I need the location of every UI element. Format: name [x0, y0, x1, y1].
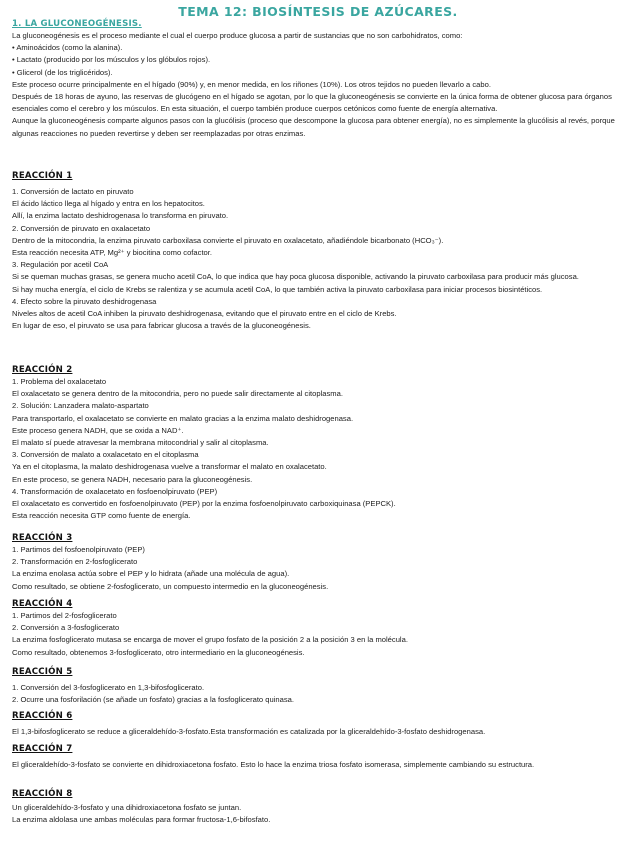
step-text: Si se queman muchas grasas, se genera mucho acetil CoA, lo que indica que hay poca glucosa disponible, activando la piruvato carboxilasa para producir más glucosa. [12, 272, 579, 282]
step-text: Para transportarlo, el oxalacetato se convierte en malato gracias a la enzima malato deshidrogenasa. [12, 413, 354, 423]
reaction-heading: REACCIÓN 8 [12, 789, 73, 799]
step-title: 2. Ocurre una fosforilación (se añade un fosfato) gracias a la fosfoglicerato quinasa. [12, 695, 294, 705]
step-text: Esta reacción necesita ATP, Mg²⁺ y biocitina como cofactor. [12, 248, 212, 258]
section-reaccion-3 [12, 532, 628, 593]
step-text: Un gliceraldehído-3-fosfato y una dihidroxiacetona fosfato se juntan. [12, 803, 242, 812]
step-title: 2. Transformación en 2-fosfoglicerato [12, 557, 138, 567]
step-title: 1. Problema del oxalacetato [12, 377, 107, 386]
step-title: 4. Efecto sobre la piruvato deshidrogenasa [12, 296, 157, 306]
step-text: Este proceso genera NADH, que se oxida a NAD⁺. [12, 425, 184, 435]
paragraph: La gluconeogénesis es el proceso mediante el cual el cuerpo produce glucosa a partir de sustancias que no son carbohidratos, como: [12, 31, 463, 40]
reaction-heading: REACCIÓN 1 [12, 171, 73, 181]
step-title: 2. Solución: Lanzadera malato-aspartato [12, 401, 149, 411]
step-text: El gliceraldehído-3-fosfato se convierte en dihidroxiacetona fosfato. Esto lo hace la enzima triosa fosfato isomerasa, simplemente cambiando su estructura. [12, 760, 535, 769]
step-title: 2. Conversión de piruvato en oxalacetato [12, 223, 151, 233]
list-item: • Glicerol (de los triglicéridos). [12, 67, 628, 79]
step-text: Esta reacción necesita GTP como fuente de energía. [12, 511, 191, 521]
paragraph: Después de 18 horas de ayuno, las reservas de glucógeno en el hígado se agotan, por lo que la gluconeogénesis se convierte en la única forma de obtener glucosa para órganos esenciales como el cerebro y los músculos. En esta situación, el cuerpo también produce cuerpos cetónicos como fuente de energía alternativa. [12, 92, 612, 114]
step-text: El 1,3-bifosfoglicerato se reduce a gliceraldehído-3-fosfato.Esta transformación es catalizada por la gliceraldehído-3-fosfato deshidrogenasa. [12, 727, 486, 736]
paragraph: Este proceso ocurre principalmente en el hígado (90%) y, en menor medida, en los riñones (10%). Los otros tejidos no pueden llevarlo a cabo. [12, 79, 491, 89]
reaction-heading: REACCIÓN 2 [12, 365, 73, 375]
step-title: 4. Transformación de oxalacetato en fosfoenolpiruvato (PEP) [12, 486, 218, 496]
step-text: Como resultado, obtenemos 3-fosfoglicerato, otro intermediario en la gluconeogénesis. [12, 647, 305, 657]
step-title: 1. Partimos del 2-fosfoglicerato [12, 611, 117, 620]
step-title: 3. Regulación por acetil CoA [12, 260, 109, 270]
step-text: La enzima fosfoglicerato mutasa se encarga de mover el grupo fosfato de la posición 2 a la posición 3 en la molécula. [12, 635, 408, 645]
section-heading: 1. LA GLUCONEOGÉNESIS. [12, 19, 142, 29]
step-text: En lugar de eso, el piruvato se usa para fabricar glucosa a través de la gluconeogénesis. [12, 321, 311, 331]
reaction-heading: REACCIÓN 6 [12, 711, 73, 721]
step-text: El malato sí puede atravesar la membrana mitocondrial y salir al citoplasma. [12, 438, 269, 448]
section-reaccion-1 [12, 170, 628, 332]
section-reaccion-2 [12, 364, 628, 522]
step-title: 3. Conversión de malato a oxalacetato en el citoplasma [12, 450, 199, 460]
reaction-heading: REACCIÓN 7 [12, 744, 73, 754]
step-text: La enzima aldolasa une ambas moléculas para formar fructosa-1,6-bifosfato. [12, 815, 271, 825]
step-text: Allí, la enzima lactato deshidrogenasa lo transforma en piruvato. [12, 211, 229, 221]
section-gluconeogenesis [12, 18, 628, 140]
paragraph: Aunque la gluconeogénesis comparte algunos pasos con la glucólisis (proceso que descompone la glucosa para obtener energía), no es simplemente la glucólisis al revés, porque algunas reacciones no pueden revertirse y deben ser reemplazadas por otras enzimas. [12, 116, 615, 138]
list-item: • Aminoácidos (como la alanina). [12, 42, 628, 54]
section-reaccion-8 [12, 788, 628, 826]
step-text: La enzima enolasa actúa sobre el PEP y lo hidrata (añade una molécula de agua). [12, 569, 290, 579]
step-text: En este proceso, se genera NADH, necesario para la gluconeogénesis. [12, 474, 253, 484]
reaction-heading: REACCIÓN 4 [12, 599, 73, 609]
step-text: El oxalacetato se genera dentro de la mitocondria, pero no puede salir directamente al citoplasma. [12, 389, 343, 399]
section-reaccion-4 [12, 598, 628, 659]
section-reaccion-5 [12, 666, 628, 706]
step-title: 1. Conversión del 3-fosfoglicerato en 1,3-bifosfoglicerato. [12, 683, 205, 692]
list-item: • Lactato (producido por los músculos y los glóbulos rojos). [12, 54, 628, 66]
section-reaccion-7 [12, 743, 628, 771]
step-text: Ya en el citoplasma, la malato deshidrogenasa vuelve a transformar el malato en oxalacetato. [12, 462, 327, 472]
step-text: El oxalacetato es convertido en fosfoenolpiruvato (PEP) por la enzima fosfoenolpiruvato carboxiquinasa (PEPCK). [12, 499, 396, 509]
step-text: Dentro de la mitocondria, la enzima piruvato carboxilasa convierte el piruvato en oxalacetato, añadiéndole bicarbonato (HCO₃⁻). [12, 235, 444, 245]
step-title: 1. Partimos del fosfoenolpiruvato (PEP) [12, 545, 145, 554]
page-title: TEMA 12: BIOSÍNTESIS DE AZÚCARES. [178, 4, 458, 19]
reaction-heading: REACCIÓN 5 [12, 667, 73, 677]
step-title: 1. Conversión de lactato en piruvato [12, 187, 134, 196]
step-text: Si hay mucha energía, el ciclo de Krebs se ralentiza y se acumula acetil CoA, lo que también activa la piruvato carboxilasa para iniciar procesos biosintéticos. [12, 284, 543, 294]
step-text: Niveles altos de acetil CoA inhiben la piruvato deshidrogenasa, evitando que el piruvato entre en el ciclo de Krebs. [12, 309, 397, 319]
reaction-heading: REACCIÓN 3 [12, 533, 73, 543]
step-text: Como resultado, se obtiene 2-fosfoglicerato, un compuesto intermedio en la gluconeogénesis. [12, 581, 329, 591]
section-reaccion-6 [12, 710, 628, 738]
step-text: El ácido láctico llega al hígado y entra en los hepatocitos. [12, 199, 205, 209]
step-title: 2. Conversión a 3-fosfoglicerato [12, 623, 120, 633]
